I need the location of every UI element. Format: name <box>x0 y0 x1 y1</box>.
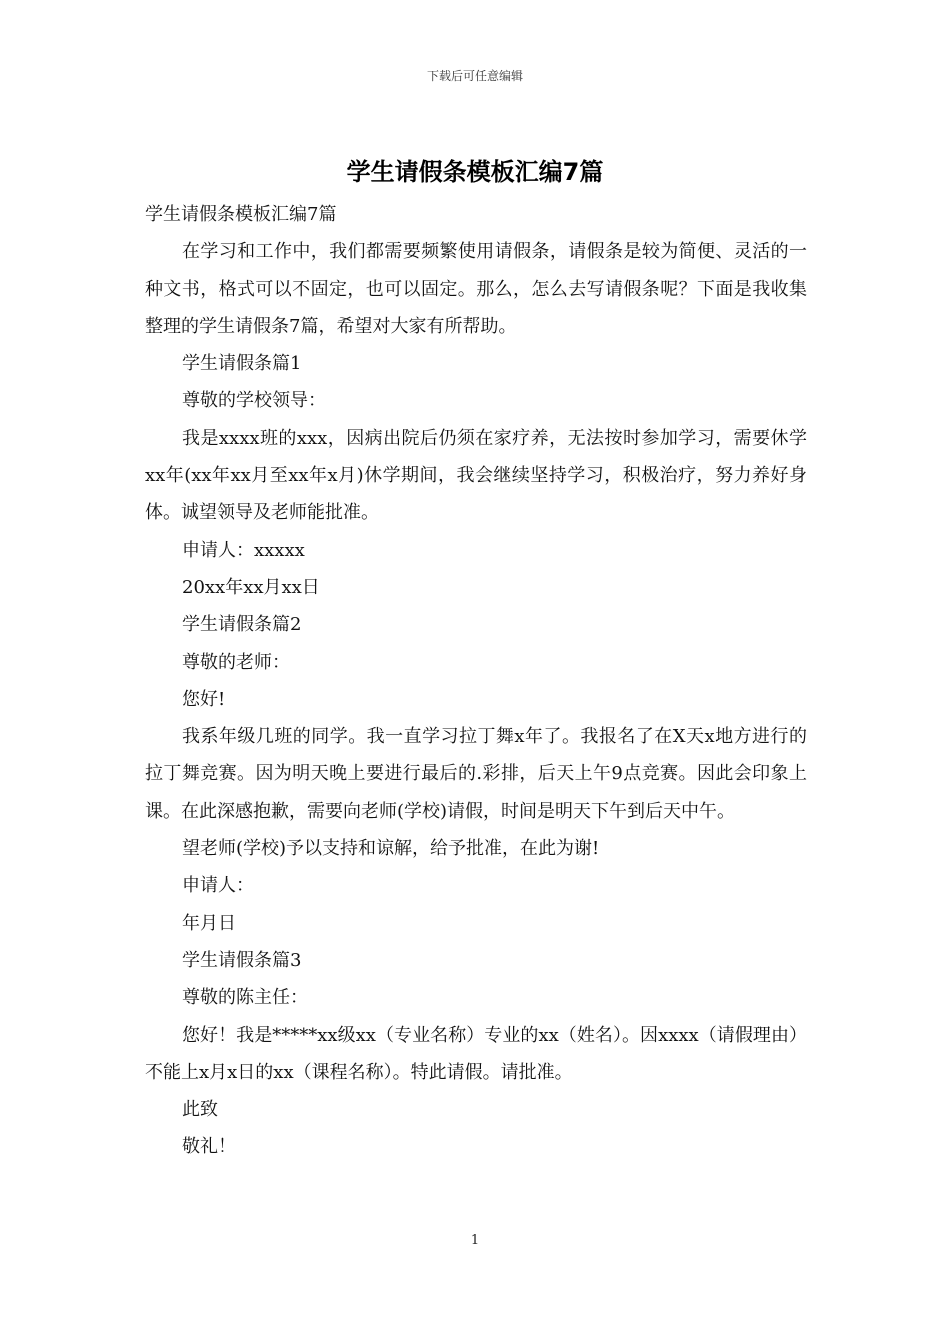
header-note: 下载后可任意编辑 <box>426 69 523 83</box>
page-number: 1 <box>470 1233 480 1248</box>
applicant-line: 申请人：xxxxx <box>182 539 305 561</box>
paragraph: 在学习和工作中，我们都需要频繁使用请假条，请假条是较为简便、灵活的一种文书，格式可以不固定，也可以固定。那么，怎么去写请假条呢？下面是我收集整理的学生请假条7篇，希望对大家有所帮助。 <box>145 241 807 337</box>
salutation: 尊敬的学校领导： <box>182 390 326 412</box>
section-heading: 学生请假条篇2 <box>182 614 302 636</box>
date-line: 年月日 <box>182 912 236 934</box>
closing-line: 敬礼！ <box>182 1136 236 1158</box>
paragraph: 我系年级几班的同学。我一直学习拉丁舞x年了。我报名了在X天x地方进行的拉丁舞竞赛。因为明天晚上要进行最后的.彩排，后天上午9点竞赛。因此会印象上课。在此深感抱歉，需要向老师(学校)请假，时间是明天下午到后天中午。 <box>145 726 807 822</box>
paragraph: 学生请假条模板汇编7篇 <box>145 204 337 225</box>
paragraph: 您好！我是*****xx级xx（专业名称）专业的xx（姓名）。因xxxx（请假理由）不能上x月x日的xx（课程名称）。特此请假。请批准。 <box>145 1024 807 1083</box>
section-heading: 学生请假条篇1 <box>182 353 302 375</box>
document-title: 学生请假条模板汇编7篇 <box>346 158 604 186</box>
paragraph: 我是xxxx班的xxx，因病出院后仍须在家疗养，无法按时参加学习，需要休学xx年(xx年xx月至xx年x月)休学期间，我会继续坚持学习，积极治疗，努力养好身体。诚望领导及老师能批准。 <box>145 427 807 524</box>
greeting: 您好! <box>182 688 226 710</box>
applicant-line: 申请人： <box>182 875 254 897</box>
paragraph: 望老师(学校)予以支持和谅解，给予批准，在此为谢! <box>182 838 600 860</box>
salutation: 尊敬的老师： <box>182 651 290 673</box>
document-body <box>145 196 807 1166</box>
closing-line: 此致 <box>182 1099 218 1121</box>
salutation: 尊敬的陈主任： <box>182 987 308 1009</box>
section-heading: 学生请假条篇3 <box>182 949 302 971</box>
date-line: 20xx年xx月xx日 <box>182 576 320 598</box>
